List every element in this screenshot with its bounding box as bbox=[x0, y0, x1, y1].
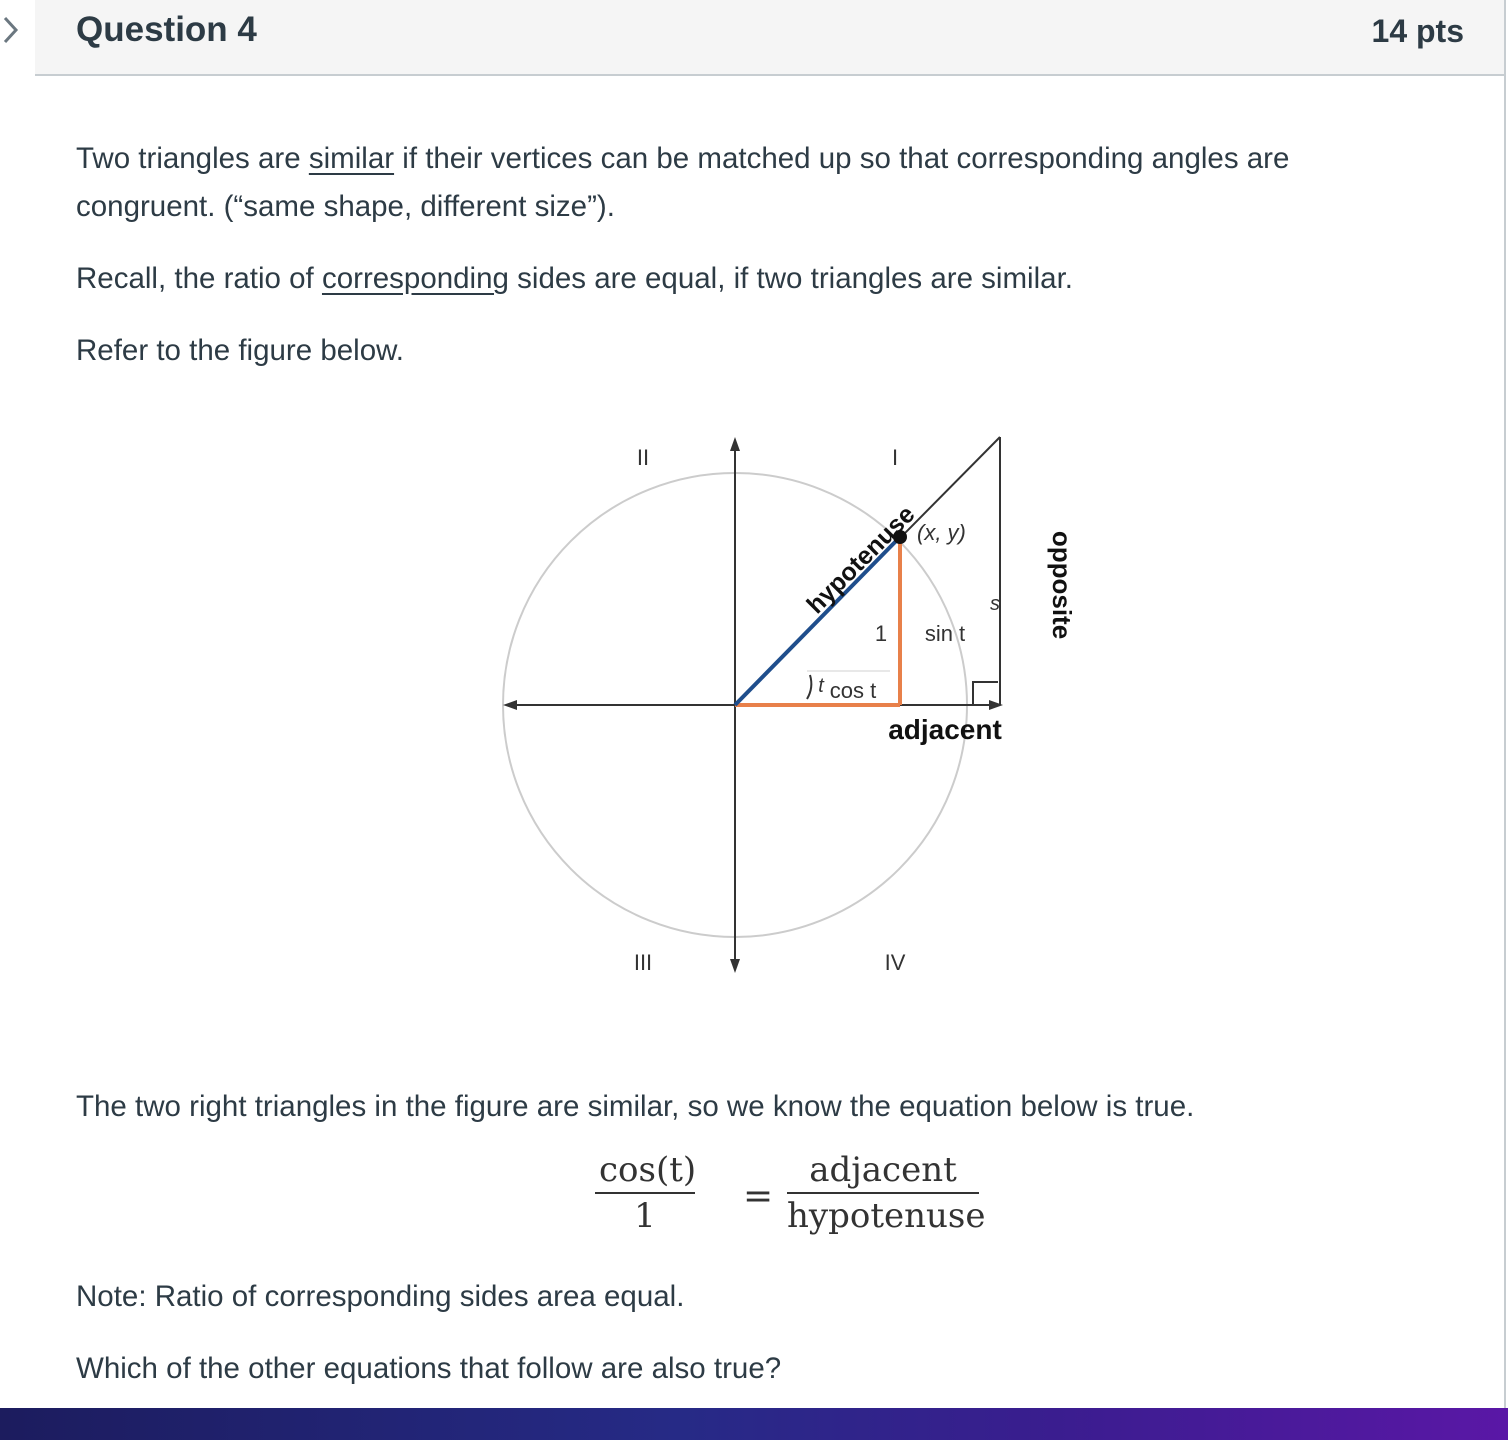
paragraph-refer: Refer to the figure below. bbox=[76, 334, 404, 367]
quadrant-ii-label: II bbox=[636, 445, 650, 470]
x-axis-left-arrow bbox=[503, 700, 517, 710]
lhs-fraction bbox=[595, 1148, 695, 1238]
question-title: Question 4 bbox=[76, 10, 257, 49]
question-points: 14 pts bbox=[1371, 13, 1464, 49]
point-label: (x, y) bbox=[917, 520, 966, 545]
lhs-numerator: cos(t) bbox=[599, 1150, 697, 1190]
equals-sign: = bbox=[743, 1176, 774, 1217]
similar-term: similar bbox=[308, 142, 395, 175]
quadrant-iv-label: IV bbox=[884, 950, 906, 975]
y-axis-bottom-arrow bbox=[730, 959, 740, 973]
arc-label: s bbox=[990, 593, 1000, 615]
chevron-right-icon[interactable] bbox=[0, 10, 22, 50]
cos-label: cos t bbox=[829, 678, 877, 703]
paragraph-note: Note: Ratio of corresponding sides area equal. bbox=[76, 1280, 685, 1313]
lhs-denominator: 1 bbox=[634, 1196, 656, 1236]
rhs-fraction bbox=[787, 1148, 986, 1238]
footer-bar bbox=[0, 1408, 1508, 1440]
angle-label: t bbox=[818, 675, 824, 697]
text-segment: if their vertices can be matched up so that corresponding angles are congruent. (“same shape, different size”). bbox=[76, 142, 1290, 223]
quadrant-iii-label: III bbox=[633, 950, 653, 975]
paragraph-similar-definition bbox=[76, 135, 1436, 231]
paragraph-recall bbox=[76, 255, 1436, 303]
angle-arc bbox=[807, 675, 811, 699]
quadrant-i-label: I bbox=[891, 445, 899, 470]
rhs-denominator: hypotenuse bbox=[787, 1196, 986, 1236]
question-card bbox=[35, 0, 1506, 1408]
opposite-label: opposite bbox=[1047, 530, 1077, 640]
hypotenuse-label: hypotenuse bbox=[801, 500, 921, 620]
radius-label: 1 bbox=[874, 621, 888, 646]
adjacent-label: adjacent bbox=[888, 714, 1002, 745]
unit-circle-figure bbox=[495, 425, 1095, 985]
question-header bbox=[35, 0, 1504, 76]
corresponding-term: corresponding bbox=[321, 262, 509, 295]
text-segment: sides are equal, if two triangles are similar. bbox=[508, 262, 1073, 295]
equation bbox=[595, 1148, 995, 1258]
left-rail bbox=[0, 0, 36, 1408]
y-axis-top-arrow bbox=[730, 437, 740, 451]
right-angle-marker bbox=[973, 682, 998, 705]
rhs-numerator: adjacent bbox=[809, 1150, 957, 1190]
text-segment: Recall, the ratio of bbox=[76, 262, 322, 295]
text-segment: Two triangles are bbox=[76, 142, 309, 175]
paragraph-similar-triangles: The two right triangles in the figure are similar, so we know the equation below is true. bbox=[76, 1090, 1195, 1123]
sin-label: sin t bbox=[924, 621, 966, 646]
paragraph-question: Which of the other equations that follow are also true? bbox=[76, 1352, 782, 1385]
